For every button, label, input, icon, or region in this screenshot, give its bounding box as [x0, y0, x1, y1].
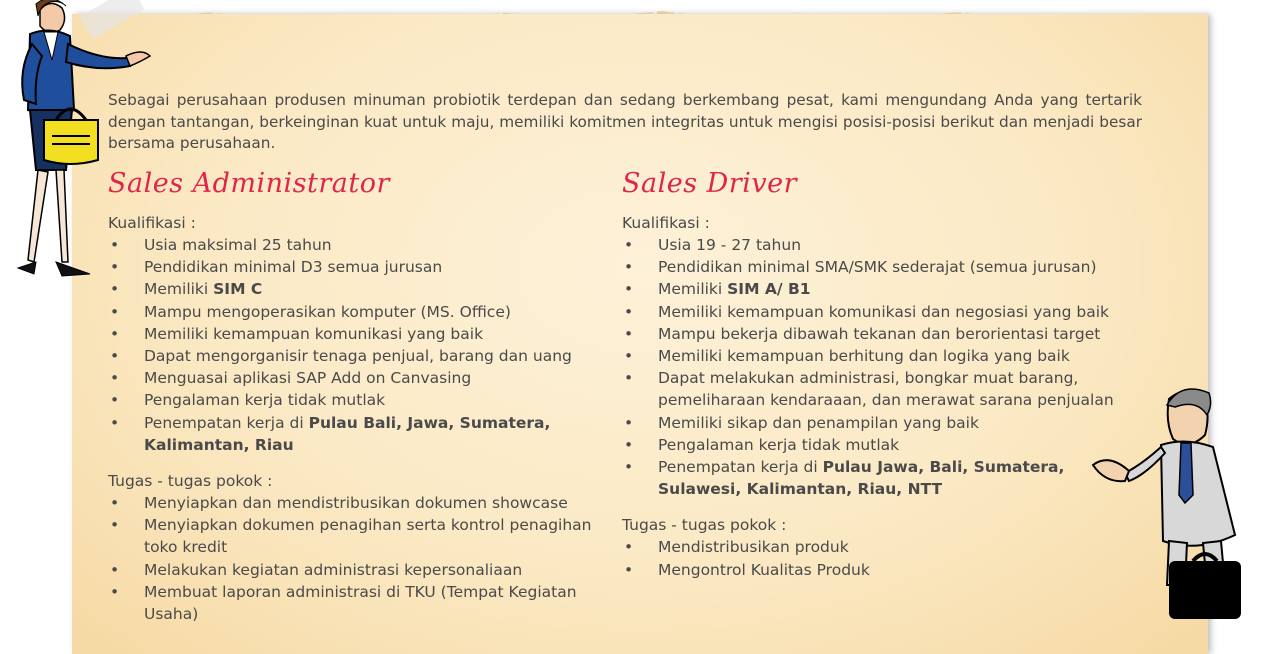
- qualification-item: • Usia 19 - 27 tahun: [622, 234, 1122, 256]
- task-list: [108, 492, 608, 625]
- task-item: • Menyiapkan dokumen penagihan serta kontrol penagihan toko kredit: [108, 514, 608, 558]
- qualification-item: • Memiliki SIM C: [108, 278, 608, 300]
- qualification-item: • Dapat melakukan administrasi, bongkar muat barang, pemeliharaan kendaraaan, dan merawat sarana penjualan: [622, 367, 1122, 411]
- qualification-item: • Mampu mengoperasikan komputer (MS. Office): [108, 301, 608, 323]
- task-item: • Membuat laporan administrasi di TKU (Tempat Kegiatan Usaha): [108, 581, 608, 625]
- intro-paragraph: Sebagai perusahaan produsen minuman probiotik terdepan dan sedang berkembang pesat, kami mengundang Anda yang tertarik dengan tantangan, berkeinginan kuat untuk maju, memiliki komitmen integritas untuk mengisi posisi-posisi berikut dan menjadi besar bersama perusahaan.: [108, 91, 1142, 152]
- qualification-item: • Penempatan kerja di Pulau Bali, Jawa, Sumatera, Kalimantan, Riau: [108, 412, 608, 456]
- qualification-item: • Pengalaman kerja tidak mutlak: [108, 389, 608, 411]
- qualification-item: • Memiliki sikap dan penampilan yang baik: [622, 412, 1122, 434]
- qualification-item: • Memiliki kemampuan berhitung dan logika yang baik: [622, 345, 1122, 367]
- qualification-item: • Pendidikan minimal D3 semua jurusan: [108, 256, 608, 278]
- qualification-item: • Menguasai aplikasi SAP Add on Canvasing: [108, 367, 608, 389]
- qualification-item: • Dapat mengorganisir tenaga penjual, barang dan uang: [108, 345, 608, 367]
- job-title: Sales Administrator: [108, 168, 390, 199]
- task-item: • Mendistribusikan produk: [622, 536, 1122, 558]
- qualification-item: • Pendidikan minimal SMA/SMK sederajat (semua jurusan): [622, 256, 1122, 278]
- task-item: • Menyiapkan dan mendistribusikan dokumen showcase: [108, 492, 608, 514]
- task-label: Tugas - tugas pokok :: [622, 516, 787, 535]
- task-list: [622, 536, 1122, 580]
- job-title: Sales Driver: [622, 168, 797, 199]
- qualification-label: Kualifikasi :: [108, 214, 196, 232]
- qualification-item: • Memiliki kemampuan komunikasi dan negosiasi yang baik: [622, 301, 1122, 323]
- qualification-item: • Penempatan kerja di Pulau Jawa, Bali, Sumatera, Sulawesi, Kalimantan, Riau, NTT: [622, 456, 1122, 500]
- job-sales-administrator: [108, 166, 608, 625]
- task-label: Tugas - tugas pokok :: [108, 472, 273, 491]
- qualification-label: Kualifikasi :: [622, 214, 710, 232]
- qualification-item: • Pengalaman kerja tidak mutlak: [622, 434, 1122, 456]
- qualification-item: • Memiliki SIM A/ B1: [622, 278, 1122, 300]
- businessman-illustration: [1085, 385, 1250, 624]
- qualification-item: • Usia maksimal 25 tahun: [108, 234, 608, 256]
- qualification-item: • Memiliki kemampuan komunikasi yang baik: [108, 323, 608, 345]
- qualification-item: • Mampu bekerja dibawah tekanan dan berorientasi target: [622, 323, 1122, 345]
- task-item: • Mengontrol Kualitas Produk: [622, 559, 1122, 581]
- qualification-list: [108, 234, 608, 456]
- job-sales-driver: [622, 166, 1122, 581]
- qualification-list: [622, 234, 1122, 500]
- task-item: • Melakukan kegiatan administrasi kepersonaliaan: [108, 559, 608, 581]
